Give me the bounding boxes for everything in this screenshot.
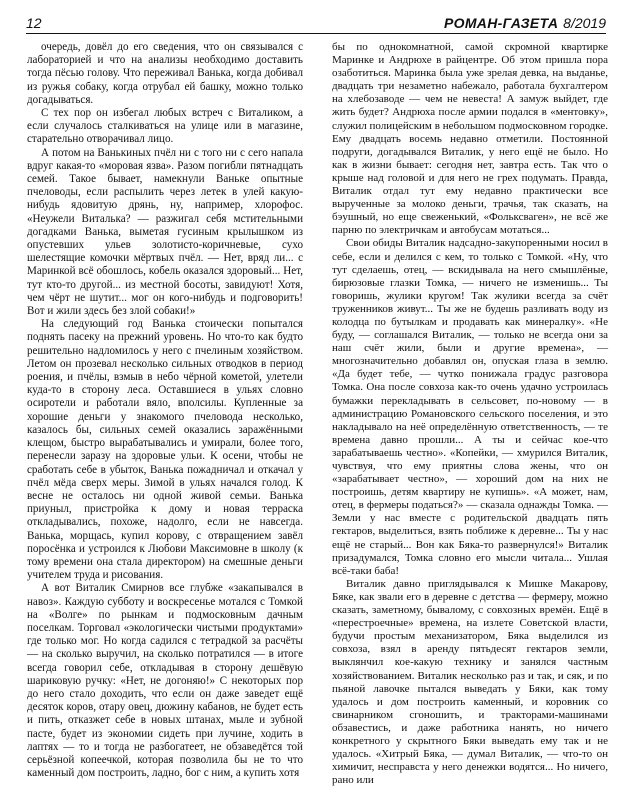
right-column [332, 41, 608, 787]
journal-title: РОМАН-ГАЗЕТА [444, 15, 559, 31]
paragraph: А потом на Ванькиных пчёл ни с того ни с сего напала вдруг какая-то «моровая язва». Разом погибли пятнадцать семей. Такое бывает, намекнули Ваньке опытные пчеловоды, если распылить через летек в улей какую-нибудь ядовитую дрянь, ну, например, хлорофос. «Неужели Виталька? — разжигал себя мстительными догадками Ванька, выметая гусиным крылышком из опустевших ульев золотисто-коричневые, сухо шелестящие комочки мёртвых пчёл. — Нет, вряд ли... с Маринкой всё обошлось, кобель оказался здоровый... Нет, тут кто-то другой... из местной босоты, завидуют! Хотя, чем чёрт не шутит... мог он кого-нибудь и подговорить! Вот и жили здесь без злой собаки!» [27, 146, 303, 318]
paragraph: Виталик давно приглядывался к Мишке Макарову, Бяке, как звали его в деревне с детства — фермеру, можно сказать, заметному, бывалому, с совхозных времён. Ещё в «перестроечные» времена, на излете Советской власти, будучи простым механизатором, Бяка выделился из совхоза, взял в аренду пятьдесят гектаров земли, выклянчил кое-какую технику и занялся частным хозяйствованием. Виталик несколько раз и так, и сяк, и по пьяной лавочке пытался выведать у Бяки, как тому удалось и дом построить каменный, и коровник со свинарником сгоношить, и тракторами-машинами обзавестись, и даже работника нанять, но ничего конкретного у скрытного Бяки выведать ему так и не удалось. «Хитрый Бяка, — думал Виталик, — что-то он химичит, несправста у него денежки водятся... Но ничего, рано или [332, 577, 608, 787]
paragraph: Свои обиды Виталик надсадно-закупоренными носил в себе, если и делился с кем, то только с Томкой. «Ну, что тут сделаешь, отец, — вскидывала на него смышлёные, бирюзовые глазки Томка, — ничего не изменишь... Ты говоришь, жулики кругом! Так жулики всегда за счёт труженников живут... Ты же не будешь разливать воду из колодца по бутылкам и продавать как минералку». «Не буду, — соглашался Виталик, — только не всегда они за наш счёт жили, были и другие времена», — многозначительно добавлял он, опуская глаза в землю. «Да будет тебе, — чутко понижала градус разговора Томка. Она после совхоза как-то очень удачно устроилась бумажки перекладывать в сельсовет, по-новому — в администрацию Романовского сельского поселения, и это накладывало на неё определённую ответственность, — те времена давно прошли... А ты и сейчас кое-что зарабатываешь честно». «Копейки, — хмурился Виталик, чувствуя, что ему приятны слова жены, что он «зарабатывает честно», — хороший дом на них не построишь, детям квартиру не купишь». «А может, нам, отец, в фермеры податься?» — сказала однажды Томка. — Земли у нас вместе с родительской двадцать пять гектаров, выделиться, взять поближе к деревне... Ты у нас ещё не старый... Вон как Бяка-то развернулся!» Виталик призадумался, Томка словно его мысли читала... Ушлая всё-таки баба! [332, 237, 608, 577]
page-header [26, 13, 606, 35]
paragraph-continued: бы по однокомнатной, самой скромной квартирке Маринке и Андрюхе в райцентре. Об этом пришла пора озаботиться. Маринка была уже зрелая девка, на выданье, двадцать три незаметно набежало, работала бухгалтером на хлебозаводе — чем не невеста! А замуж выйдет, где жить будет? Андрюха после армии подался в «ментовку», служил полицейским в небольшом подмосковном городке. Ему двадцать восемь недавно отметили. Постоянной подруги, догадывался Виталик, у него ещё не было. Но как в жизни бывает: сегодня нет, завтра есть. Так что о крыше над головой и для него не грех подумать. Правда, Виталик отдал тут ему недавно практически все вырученные за молоко деньги, трачья, так сказать, на бэушный, но еще свеженький, «Фольксваген», не всё же парню по электричкам и автобусам мотаться... [332, 41, 608, 237]
issue-number: 8/2019 [563, 15, 606, 31]
paragraph: С тех пор он избегал любых встреч с Виталиком, а если случалось сталкиваться на улице или в магазине, старательно отворачивал лицо. [27, 107, 303, 146]
paragraph: очередь, довёл до его сведения, что он связывался с лабораторией и что на анализы необходимо доставить тогда пёсью голову. Что переживал Ванька, когда добивал из ружья собаку, когда отрубал ей башку, можно только догадываться. [27, 41, 303, 106]
page-number: 12 [26, 15, 42, 31]
paragraph: На следующий год Ванька стоически попытался поднять пасеку на прежний уровень. Но что-то как будто решительно надломилось у него с пчелиным хозяйством. Летом он прозевал несколько сильных отводков в период роения, и пчёлы, взмыв в небо чёрной кометой, улетели куда-то в сторону леса. Оставшиеся в ульях словно осиротели и работали вяло, вполсилы. Купленные за хорошие деньги у знакомого пчеловода несколько, казалось бы, сильных семей оказались заражёнными клещом, быстро вырабатывались и умирали, более того, перенесли заразу на здоровые ульи. К осени, чтобы не сработать себе в убыток, Ванька пожадничал и откачал у пчёл мёда сверх меры. Зимой в ульях начался голод. К весне не осталось ни одной живой семьи. Ванька приуныл, пристройка к дому и новая терраска откладывались, похоже, надолго, если не навсегда. Ванька, морщась, купил корову, с отвращением завёл поросёнка и устроился к Любови Максимовне в школу (к тому времени она стала директором) на смешные деньги учителем труда и рисования. [27, 318, 303, 582]
header-rule [26, 33, 606, 34]
left-column [27, 41, 303, 780]
paragraph: А вот Виталик Смирнов все глубже «закапывался в навоз». Каждую субботу и воскресенье мотался с Томкой на «Волге» по рынкам и подмосковным дачным поселкам. Торговал «экологически чистыми продуктами» где только мог. Но когда садился с тетрадкой за расчёты — на сколько выручил, на сколько потратился — в итоге всегда говорил себе, откладывая в сторону дешёвую шариковую ручку: «Нет, не догоняю!» С некоторых пор до него стало доходить, что если он даже заведет ещё десяток коров, отару овец, дюжину кабанов, не будет есть и пить, отказжет себе в новых штанах, мыле и зубной пасте, будет из экономии сидеть при лучине, ходить в лаптях — то и тогда не разбогатеет, не обзаведётся той серьёзной копеечкой, которая позволила бы не то что каменный дом построить, ладно, бог с ним, а купить хотя [27, 582, 303, 780]
